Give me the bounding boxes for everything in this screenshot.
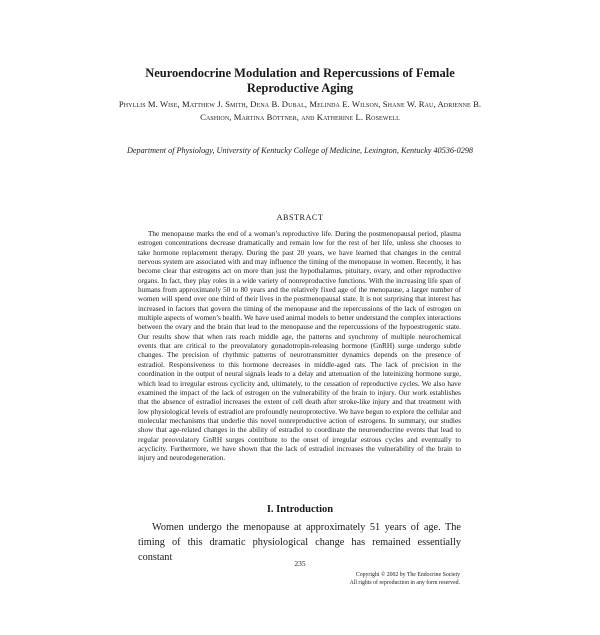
- rights-line: All rights of reproduction in any form reserved.: [349, 579, 460, 586]
- author-list: Phyllis M. Wise, Matthew J. Smith, Dena B. Dubal, Melinda E. Wilson, Shane W. Rau, Adrienne B. Cashion, Martina Böttner, and Katherine L. Rosewell: [118, 99, 482, 122]
- abstract-heading: ABSTRACT: [276, 213, 324, 222]
- copyright-line: Copyright © 2002 by The Endocrine Society: [355, 572, 460, 578]
- section-heading-introduction: I. Introduction: [266, 504, 334, 515]
- affiliation: Department of Physiology, University of Kentucky College of Medicine, Lexington, Kentucky 40536-0298: [126, 146, 474, 155]
- page-number: 235: [294, 559, 306, 568]
- copyright-notice: [330, 572, 460, 587]
- paper-title: Neuroendocrine Modulation and Repercussions of Female Reproductive Aging: [145, 66, 455, 95]
- abstract-body: The menopause marks the end of a woman’s reproductive life. During the postmenopausal period, plasma estrogen concentrations decrease dramatically and remain low for the rest of her life, unless she chooses to take hormone replacement therapy. During the past 20 years, we have learned that changes in the central nervous system are associated with and may influence the timing of the menopause in women. Recently, it has become clear that estrogens act on more than just the hypothalamus, pituitary, ovary, and other reproductive organs. In fact, they play roles in a wide variety of nonreproductive functions. With the increasing life span of humans from approximately 50 to 80 years and the relatively fixed age of the menopause, a larger number of women will spend over one third of their lives in the postmenopausal state. It is not surprising that interest has increased in factors that govern the timing of the menopause and the repercussions of the lack of estrogen on multiple aspects of women’s health. We have used animal models to better understand the complex interactions between the ovary and the brain that lead to the menopause and the repercussions of the hypoestrogenic state. Our results show that when rats reach middle age, the patterns and synchrony of multiple neurochemical events that are critical to the preovulatory gonadotropin-releasing hormone (GnRH) surge undergo subtle changes. The precision of rhythmic patterns of neurotransmitter dynamics depends on the presence of estradiol. Responsiveness to this hormone decreases in middle-aged rats. The lack of precision in the coordination in the output of neural signals leads to a delay and attenuation of the luteinizing hormone surge, which lead to irregular estrous cyclicity and, ultimately, to the cessation of reproductive cycles. We also have examined the impact of the lack of estrogen on the vulnerability of the brain to injury. Our work establishes that the absence of estradiol increases the extent of cell death after stroke-like injury and that treatment with low physiological levels of estradiol are profoundly neuroprotective. We have begun to explore the cellular and molecular mechanisms that underlie this novel nonreproductive action of estrogens. In summary, our studies show that age-related changes in the ability of estradiol to coordinate the neuroendocrine events that lead to regular preovulatory GnRH surges contribute to the onset of irregular estrous cycles and eventually to acyclicity. Furthermore, we have shown that the lack of estradiol increases the vulnerability of the brain to injury and neurodegeneration.: [138, 230, 461, 463]
- introduction-paragraph: Women undergo the menopause at approximately 51 years of age. The timing of this dramatic physiological change has remained essentially constant: [138, 522, 461, 563]
